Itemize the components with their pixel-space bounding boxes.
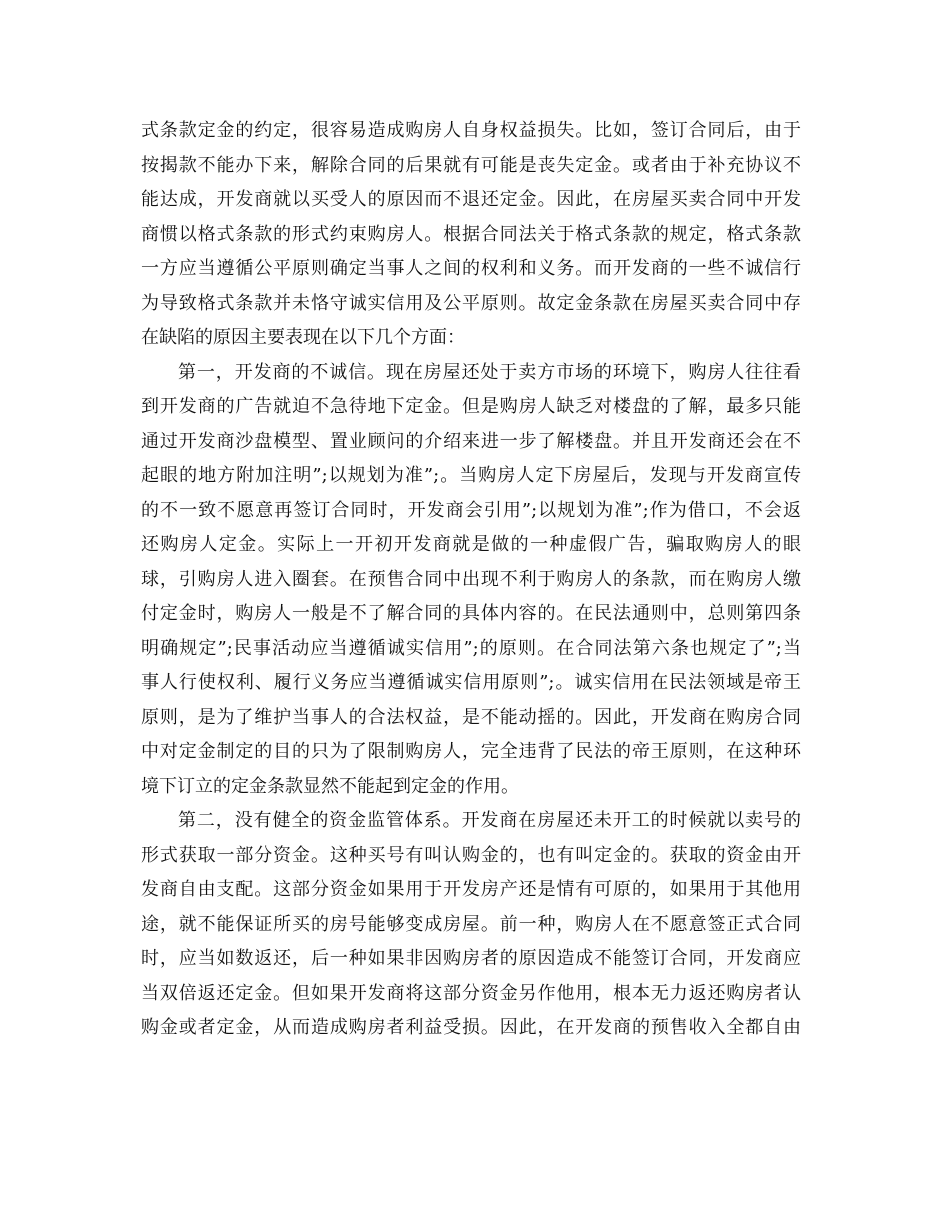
text-line: 付定金时，购房人一般是不了解合同的具体内容的。在民法通则中，总则第四条	[141, 603, 801, 624]
document-body	[141, 114, 801, 1046]
paragraph	[141, 356, 801, 805]
text-line: 能达成，开发商就以买受人的原因而不退还定金。因此，在房屋买卖合同中开发	[141, 189, 801, 210]
text-line: 明确规定”;民事活动应当遵循诚实信用”;的原则。在合同法第六条也规定了”;当	[141, 637, 801, 659]
text-line: 按揭款不能办下来，解除合同的后果就有可能是丧失定金。或者由于补充协议不	[141, 154, 801, 176]
text-line: 起眼的地方附加注明”;以规划为准”;。当购房人定下房屋后，发现与开发商宣传	[141, 465, 801, 486]
text-line: 为导致格式条款并未恪守诚实信用及公平原则。故定金条款在房屋买卖合同中存	[141, 292, 801, 314]
text-line: 发商自由支配。这部分资金如果用于开发房产还是情有可原的，如果用于其他用	[141, 879, 801, 900]
text-line: 第二，没有健全的资金监管体系。开发商在房屋还未开工的时候就以卖号的	[178, 810, 801, 831]
text-line: 境下订立的定金条款显然不能起到定金的作用。	[141, 775, 519, 797]
text-line: 原则，是为了维护当事人的合法权益，是不能动摇的。因此，开发商在购房合同	[141, 706, 801, 728]
text-line: 时，应当如数返还，后一种如果非因购房者的原因造成不能签订合同，开发商应	[141, 948, 801, 969]
text-line: 形式获取一部分资金。这种买号有叫认购金的，也有叫定金的。获取的资金由开	[141, 844, 801, 866]
text-line: 球，引购房人进入圈套。在预售合同中出现不利于购房人的条款，而在购房人缴	[141, 568, 801, 590]
paragraph	[141, 804, 801, 1046]
text-line: 事人行使权利、履行义务应当遵循诚实信用原则”;。诚实信用在民法领域是帝王	[141, 672, 801, 693]
text-line: 中对定金制定的目的只为了限制购房人，完全违背了民法的帝王原则，在这种环	[141, 741, 801, 762]
text-line: 第一，开发商的不诚信。现在房屋还处于卖方市场的环境下，购房人往往看	[178, 361, 801, 383]
paragraph	[141, 114, 801, 356]
text-line: 当双倍返还定金。但如果开发商将这部分资金另作他用，根本无力返还购房者认	[141, 982, 801, 1004]
text-line: 式条款定金的约定，很容易造成购房人自身权益损失。比如，签订合同后，由于	[141, 120, 801, 141]
text-line: 在缺陷的原因主要表现在以下几个方面：	[141, 327, 465, 348]
text-line: 一方应当遵循公平原则确定当事人之间的权利和义务。而开发商的一些不诚信行	[141, 258, 801, 279]
text-line: 购金或者定金，从而造成购房者利益受损。因此，在开发商的预售收入全都自由	[141, 1017, 801, 1038]
text-line: 还购房人定金。实际上一开初开发商就是做的一种虚假广告，骗取购房人的眼	[141, 534, 801, 555]
text-line: 到开发商的广告就迫不急待地下定金。但是购房人缺乏对楼盘的了解，最多只能	[141, 396, 801, 417]
text-line: 商惯以格式条款的形式约束购房人。根据合同法关于格式条款的规定，格式条款	[141, 223, 801, 245]
text-line: 的不一致不愿意再签订合同时，开发商会引用”;以规划为准”;作为借口，不会返	[141, 499, 801, 521]
text-line: 途，就不能保证所买的房号能够变成房屋。前一种，购房人在不愿意签正式合同	[141, 913, 801, 935]
text-line: 通过开发商沙盘模型、置业顾问的介绍来进一步了解楼盘。并且开发商还会在不	[141, 430, 801, 452]
